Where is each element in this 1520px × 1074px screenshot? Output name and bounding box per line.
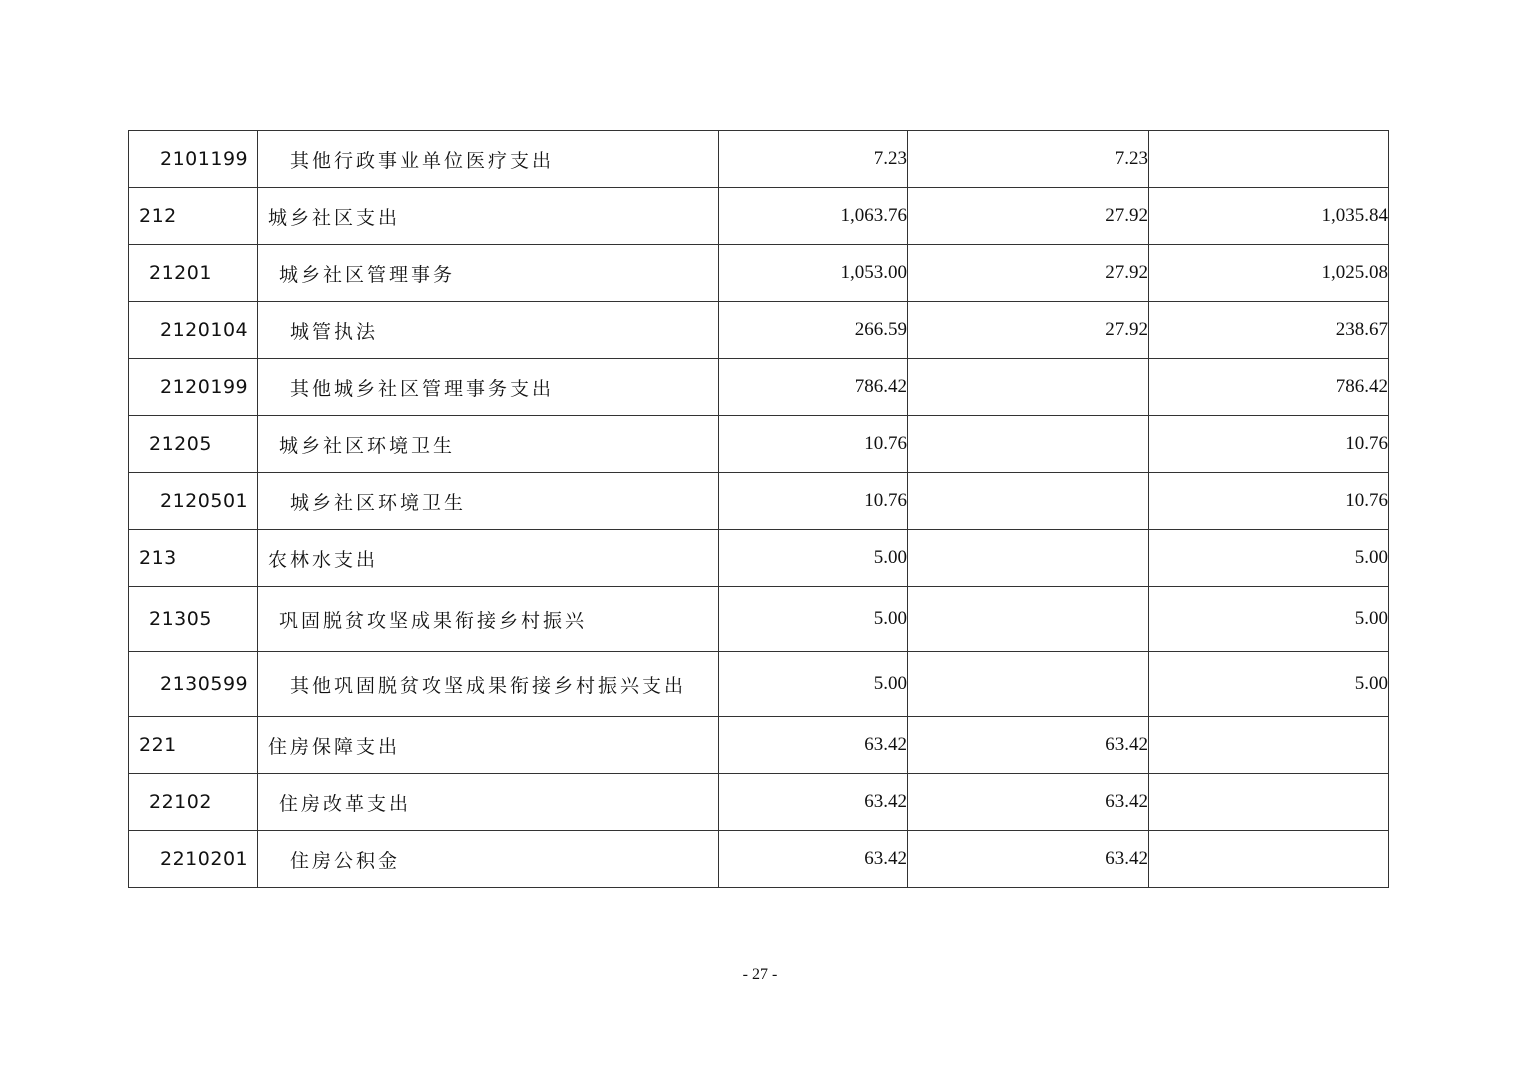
subject-code: 221 bbox=[129, 717, 258, 774]
subject-code: 2130599 bbox=[129, 652, 258, 717]
subject-name: 农林水支出 bbox=[258, 530, 719, 587]
subject-code: 2120104 bbox=[129, 302, 258, 359]
total-amount: 5.00 bbox=[719, 652, 908, 717]
basic-expenditure: 27.92 bbox=[908, 188, 1149, 245]
project-expenditure: 5.00 bbox=[1149, 530, 1389, 587]
total-amount: 10.76 bbox=[719, 416, 908, 473]
total-amount: 1,063.76 bbox=[719, 188, 908, 245]
table-row bbox=[129, 652, 1389, 717]
subject-name: 城乡社区管理事务 bbox=[258, 245, 719, 302]
total-amount: 63.42 bbox=[719, 831, 908, 888]
project-expenditure: 1,035.84 bbox=[1149, 188, 1389, 245]
project-expenditure bbox=[1149, 831, 1389, 888]
table-row bbox=[129, 416, 1389, 473]
subject-name: 住房改革支出 bbox=[258, 774, 719, 831]
table-row bbox=[129, 359, 1389, 416]
table-row bbox=[129, 717, 1389, 774]
budget-table bbox=[128, 130, 1389, 888]
subject-name: 住房保障支出 bbox=[258, 717, 719, 774]
subject-code: 2101199 bbox=[129, 131, 258, 188]
table-row bbox=[129, 587, 1389, 652]
basic-expenditure bbox=[908, 530, 1149, 587]
total-amount: 266.59 bbox=[719, 302, 908, 359]
table-row bbox=[129, 774, 1389, 831]
basic-expenditure bbox=[908, 652, 1149, 717]
project-expenditure bbox=[1149, 774, 1389, 831]
basic-expenditure: 63.42 bbox=[908, 831, 1149, 888]
table-row bbox=[129, 131, 1389, 188]
project-expenditure: 786.42 bbox=[1149, 359, 1389, 416]
project-expenditure: 5.00 bbox=[1149, 587, 1389, 652]
project-expenditure: 10.76 bbox=[1149, 416, 1389, 473]
basic-expenditure: 63.42 bbox=[908, 774, 1149, 831]
total-amount: 7.23 bbox=[719, 131, 908, 188]
table-row bbox=[129, 530, 1389, 587]
subject-name: 其他城乡社区管理事务支出 bbox=[258, 359, 719, 416]
subject-code: 22102 bbox=[129, 774, 258, 831]
subject-code: 213 bbox=[129, 530, 258, 587]
project-expenditure: 238.67 bbox=[1149, 302, 1389, 359]
project-expenditure: 1,025.08 bbox=[1149, 245, 1389, 302]
basic-expenditure bbox=[908, 473, 1149, 530]
basic-expenditure: 63.42 bbox=[908, 717, 1149, 774]
table-row bbox=[129, 302, 1389, 359]
total-amount: 786.42 bbox=[719, 359, 908, 416]
table-row bbox=[129, 831, 1389, 888]
basic-expenditure: 27.92 bbox=[908, 245, 1149, 302]
basic-expenditure: 7.23 bbox=[908, 131, 1149, 188]
subject-name: 城乡社区环境卫生 bbox=[258, 416, 719, 473]
subject-name: 城乡社区环境卫生 bbox=[258, 473, 719, 530]
total-amount: 5.00 bbox=[719, 530, 908, 587]
total-amount: 10.76 bbox=[719, 473, 908, 530]
subject-name: 城乡社区支出 bbox=[258, 188, 719, 245]
subject-code: 2120501 bbox=[129, 473, 258, 530]
total-amount: 5.00 bbox=[719, 587, 908, 652]
subject-code: 21305 bbox=[129, 587, 258, 652]
table-row bbox=[129, 245, 1389, 302]
subject-name: 其他行政事业单位医疗支出 bbox=[258, 131, 719, 188]
subject-name: 其他巩固脱贫攻坚成果衔接乡村振兴支出 bbox=[258, 652, 719, 717]
total-amount: 1,053.00 bbox=[719, 245, 908, 302]
basic-expenditure bbox=[908, 416, 1149, 473]
basic-expenditure bbox=[908, 587, 1149, 652]
subject-code: 212 bbox=[129, 188, 258, 245]
subject-code: 21201 bbox=[129, 245, 258, 302]
total-amount: 63.42 bbox=[719, 774, 908, 831]
subject-name: 城管执法 bbox=[258, 302, 719, 359]
page-number: - 27 - bbox=[742, 966, 778, 983]
table-row bbox=[129, 188, 1389, 245]
project-expenditure bbox=[1149, 131, 1389, 188]
subject-code: 21205 bbox=[129, 416, 258, 473]
subject-name: 巩固脱贫攻坚成果衔接乡村振兴 bbox=[258, 587, 719, 652]
subject-code: 2210201 bbox=[129, 831, 258, 888]
subject-name: 住房公积金 bbox=[258, 831, 719, 888]
project-expenditure: 10.76 bbox=[1149, 473, 1389, 530]
table-row bbox=[129, 473, 1389, 530]
project-expenditure: 5.00 bbox=[1149, 652, 1389, 717]
basic-expenditure bbox=[908, 359, 1149, 416]
basic-expenditure: 27.92 bbox=[908, 302, 1149, 359]
subject-code: 2120199 bbox=[129, 359, 258, 416]
total-amount: 63.42 bbox=[719, 717, 908, 774]
project-expenditure bbox=[1149, 717, 1389, 774]
